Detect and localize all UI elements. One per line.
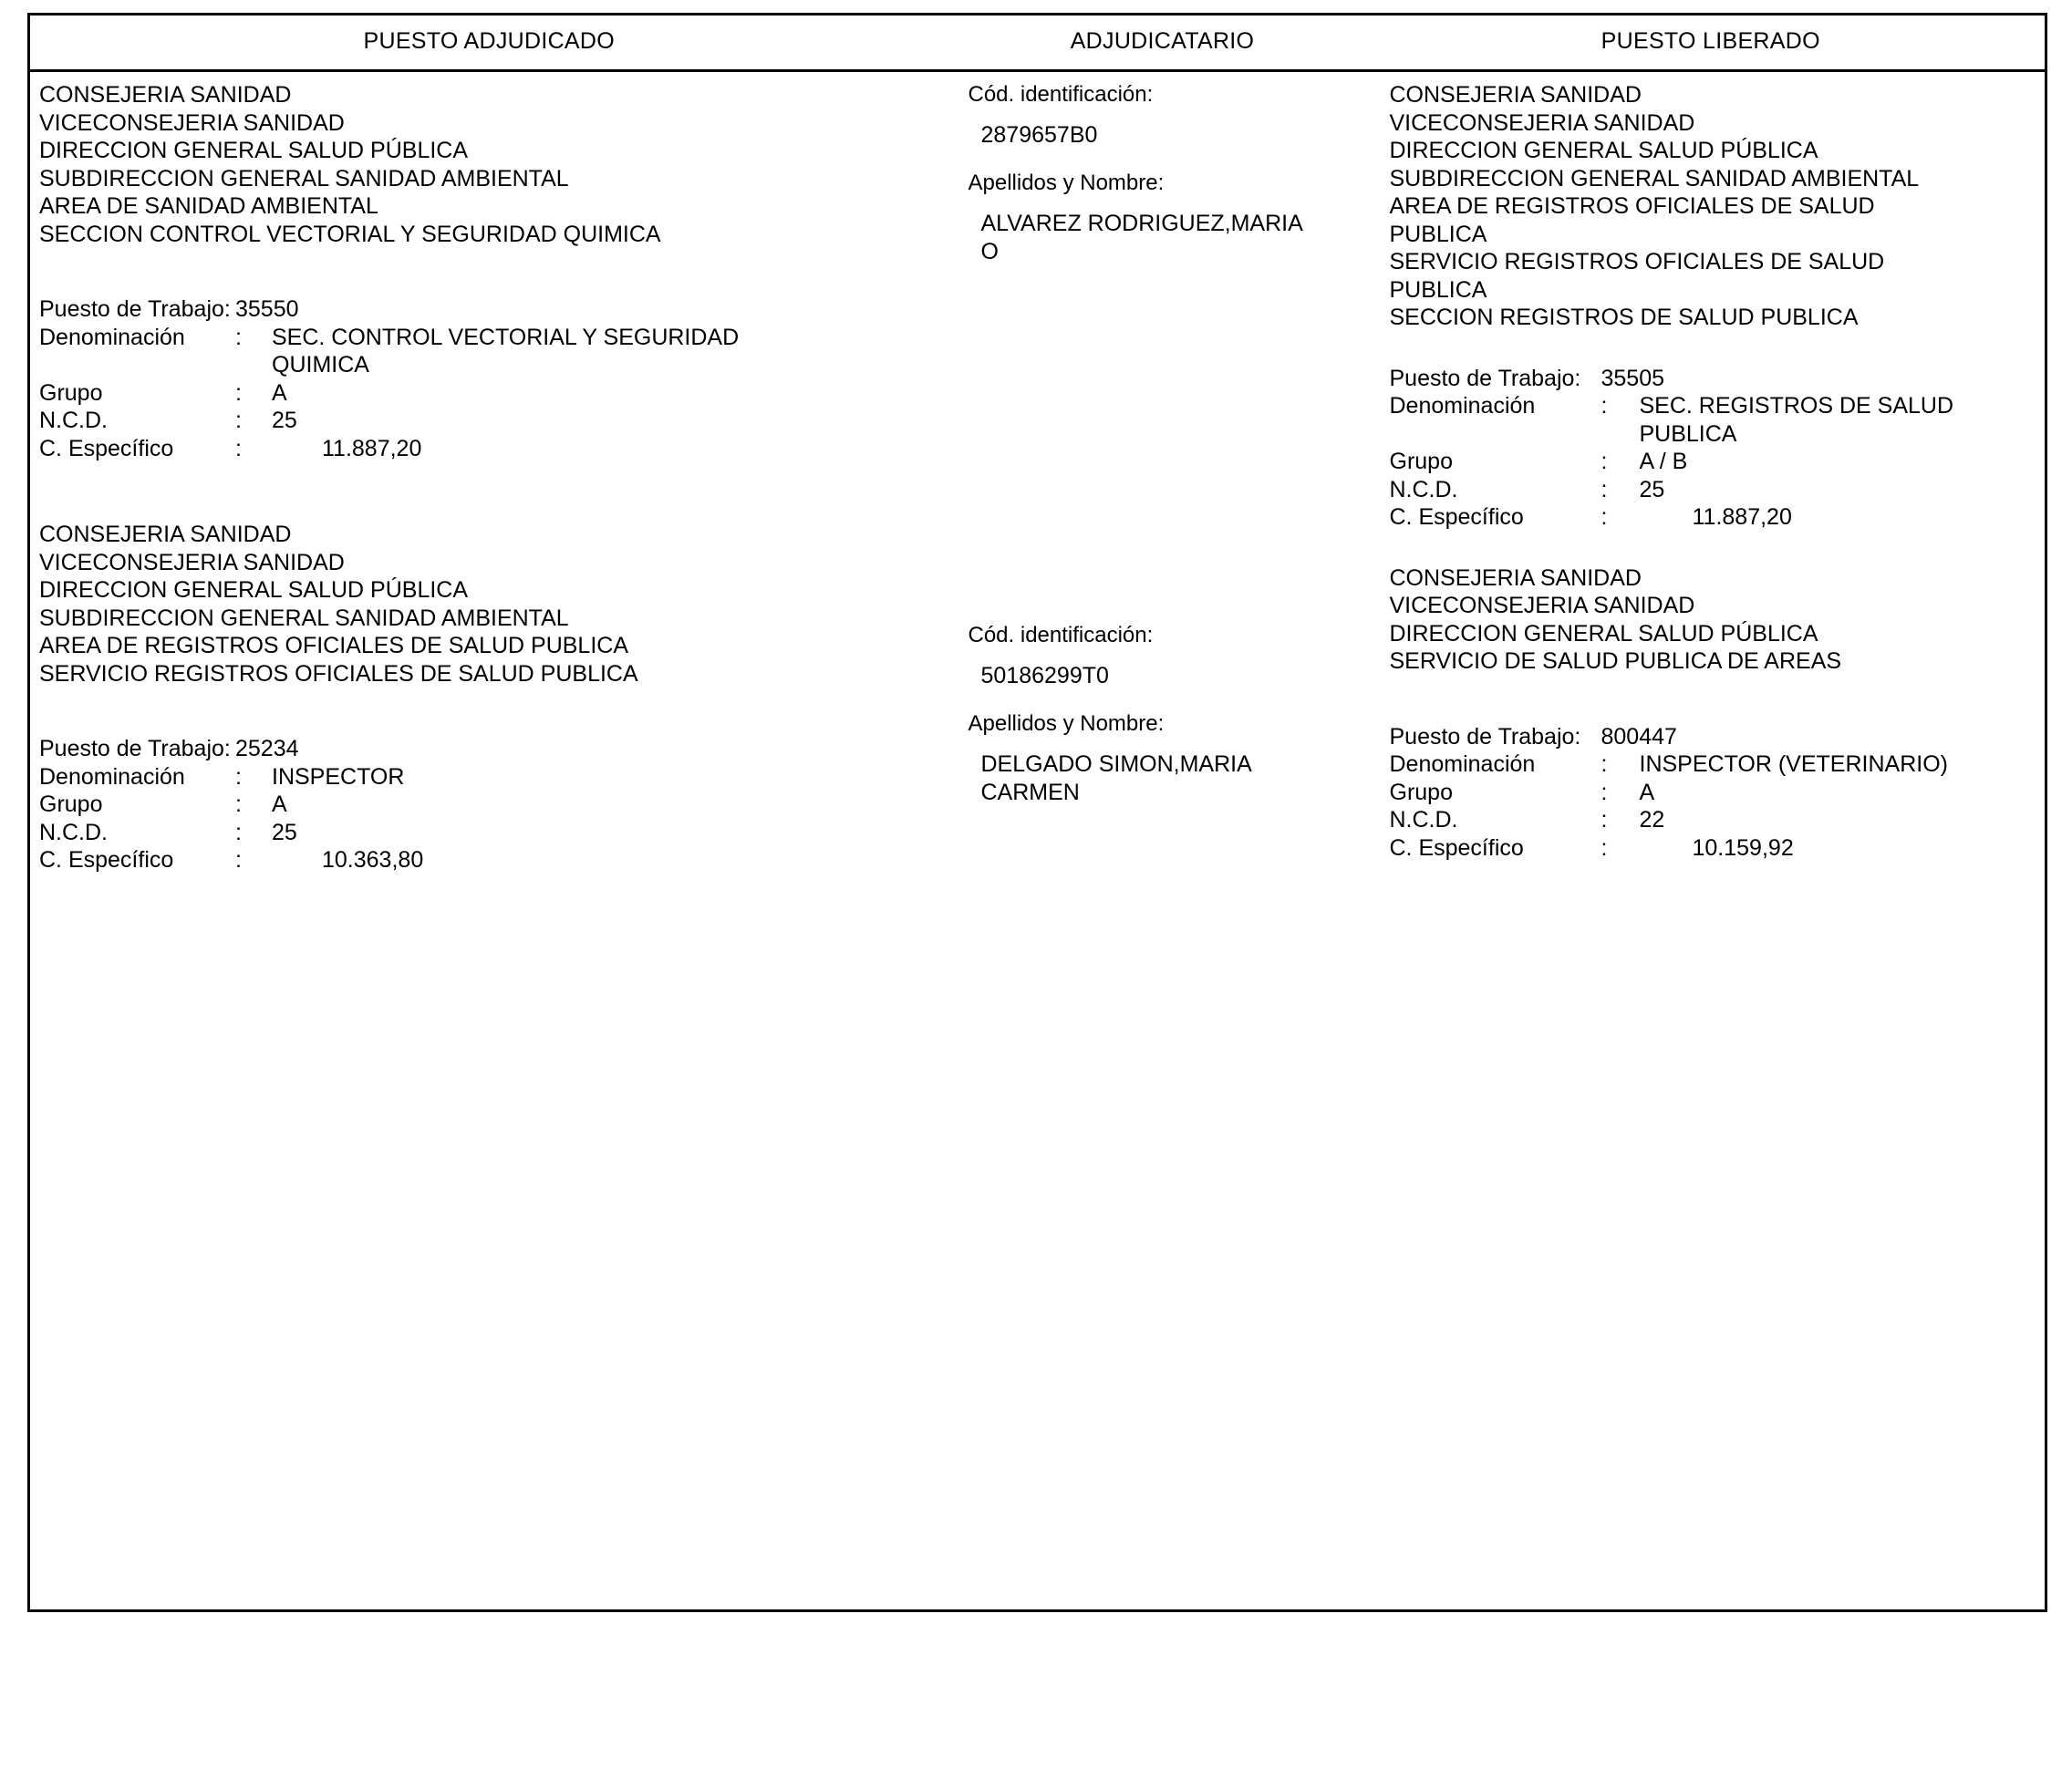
field-value: 11.887,20 (1692, 504, 1792, 530)
field-value: 22 (1639, 807, 1665, 833)
field-label: N.C.D. (39, 408, 108, 433)
value-apellidos-nombre-continued: O (980, 239, 999, 264)
spacer (969, 197, 1370, 210)
field-value: 10.363,80 (322, 847, 424, 873)
org-line: DIRECCION GENERAL SALUD PÚBLICA (39, 138, 469, 163)
field-value: A (272, 791, 287, 817)
org-line: SUBDIRECCION GENERAL SANIDAD AMBIENTAL (39, 165, 569, 191)
field-c-especifico (1390, 503, 2038, 532)
org-line: CONSEJERIA SANIDAD (1389, 82, 1642, 108)
spacer (969, 690, 1370, 710)
field-denominacion-continuation (1390, 420, 2038, 449)
label-apellidos-nombre: Apellidos y Nombre: (968, 171, 1165, 195)
field-ncd (39, 407, 941, 435)
spacer (39, 248, 941, 295)
field-value: 11.887,20 (322, 435, 422, 461)
org-line: CONSEJERIA SANIDAD (1389, 564, 1642, 591)
org-hierarchy-adjudicado-1 (39, 81, 941, 248)
field-label: Grupo (39, 791, 103, 817)
field-label: Denominación (39, 324, 185, 350)
field-label: N.C.D. (1389, 476, 1458, 502)
spacer (969, 266, 1370, 622)
label-apellidos-nombre: Apellidos y Nombre: (968, 711, 1165, 736)
org-line: SUBDIRECCION GENERAL SANIDAD AMBIENTAL (1389, 165, 1920, 191)
org-line: VICECONSEJERIA SANIDAD (39, 549, 345, 575)
field-grupo (1390, 779, 2038, 807)
org-line: DIRECCION GENERAL SALUD PÚBLICA (1389, 138, 1818, 163)
org-line: SERVICIO REGISTROS OFICIALES DE SALUD PUBLICA (39, 660, 638, 687)
field-value: SEC. REGISTROS DE SALUD (1639, 393, 1954, 419)
cell-puesto-adjudicado-1 (29, 71, 948, 1611)
field-c-especifico (1390, 834, 2038, 863)
org-line: AREA DE REGISTROS OFICIALES DE SALUD PUBLICA (39, 633, 629, 658)
field-label: Denominación (1389, 751, 1536, 777)
field-value: 25 (272, 408, 297, 433)
field-ncd (39, 819, 941, 847)
field-label: Puesto de Trabajo: (39, 736, 231, 761)
field-denominacion (1390, 392, 2038, 420)
field-colon: : (235, 379, 242, 406)
field-value: 35550 (235, 296, 299, 322)
org-line: PUBLICA (1389, 276, 1487, 303)
field-value: 25234 (235, 736, 299, 761)
spacer (1390, 332, 2038, 365)
field-colon: : (235, 791, 242, 817)
column-header-adjudicatario: ADJUDICATARIO (948, 15, 1377, 71)
org-hierarchy-adjudicado-2 (39, 521, 941, 688)
field-value: INSPECTOR (272, 763, 405, 790)
field-label: N.C.D. (1389, 807, 1458, 833)
cell-adjudicatario (948, 71, 1377, 1611)
cell-puesto-liberado (1377, 71, 2046, 1611)
table-body (29, 71, 2046, 1611)
value-cod-identificacion: 2879657B0 (980, 122, 1098, 148)
spacer (1390, 532, 2038, 564)
field-value: 25 (272, 819, 297, 845)
field-c-especifico (39, 435, 941, 463)
field-ncd (1390, 476, 2038, 504)
field-colon: : (235, 763, 242, 790)
field-colon: : (1601, 504, 1608, 530)
field-colon: : (235, 435, 242, 461)
field-colon: : (235, 408, 242, 433)
field-value: 25 (1639, 476, 1665, 502)
column-header-puesto-adjudicado: PUESTO ADJUDICADO (29, 15, 948, 71)
field-value: A (1639, 779, 1655, 805)
field-grupo (39, 379, 941, 408)
field-colon: : (1601, 393, 1608, 419)
field-value: SEC. CONTROL VECTORIAL Y SEGURIDAD (272, 324, 740, 350)
spacer (969, 649, 1370, 662)
org-line: VICECONSEJERIA SANIDAD (1389, 109, 1695, 136)
spacer (39, 462, 941, 521)
column-header-puesto-liberado: PUESTO LIBERADO (1377, 15, 2046, 71)
org-line: AREA DE SANIDAD AMBIENTAL (39, 193, 378, 219)
field-colon: : (1601, 779, 1608, 805)
label-cod-identificacion: Cód. identificación: (968, 82, 1154, 107)
field-denominacion (39, 763, 941, 791)
spacer (1390, 420, 1640, 449)
spacer-bottom (1390, 862, 2038, 1609)
field-value: A (272, 379, 287, 406)
field-value: 35505 (1601, 365, 1665, 391)
field-c-especifico (39, 846, 941, 874)
field-label: Denominación (1389, 393, 1536, 419)
org-line: VICECONSEJERIA SANIDAD (39, 109, 345, 136)
field-label: Puesto de Trabajo: (1389, 365, 1581, 391)
field-value-continued: QUIMICA (272, 352, 369, 378)
org-line: SUBDIRECCION GENERAL SANIDAD AMBIENTAL (39, 605, 569, 631)
field-colon: : (1601, 449, 1608, 474)
table-row (29, 71, 2046, 1611)
field-value: A / B (1639, 449, 1688, 474)
adjudication-table (27, 13, 2047, 1612)
field-denominacion-continuation (39, 351, 941, 379)
field-puesto-trabajo (39, 295, 941, 324)
org-line: DIRECCION GENERAL SALUD PÚBLICA (1389, 620, 1818, 647)
org-line: SERVICIO DE SALUD PUBLICA DE AREAS (1389, 648, 1842, 674)
org-line: CONSEJERIA SANIDAD (39, 522, 292, 547)
value-apellidos-nombre-continued: CARMEN (980, 780, 1080, 805)
spacer (969, 150, 1370, 170)
org-hierarchy-liberado-2 (1390, 564, 2038, 676)
field-value: INSPECTOR (VETERINARIO) (1639, 751, 1948, 777)
field-label: Puesto de Trabajo: (1389, 723, 1581, 750)
field-colon: : (1601, 834, 1608, 861)
field-colon: : (1601, 476, 1608, 502)
org-line: PUBLICA (1389, 221, 1487, 247)
field-puesto-trabajo (39, 735, 941, 763)
field-colon: : (1601, 751, 1608, 777)
field-label: Denominación (39, 763, 185, 790)
value-apellidos-nombre: DELGADO SIMON,MARIA (980, 751, 1252, 777)
field-value: 10.159,92 (1692, 834, 1794, 861)
field-value: 800447 (1601, 723, 1677, 750)
org-hierarchy-liberado-1 (1390, 81, 2038, 332)
value-apellidos-nombre: ALVAREZ RODRIGUEZ,MARIA (980, 211, 1303, 236)
org-line: CONSEJERIA SANIDAD (39, 82, 292, 108)
spacer (39, 351, 272, 379)
field-value-continued: PUBLICA (1639, 420, 1737, 447)
spacer (1390, 676, 2038, 723)
spacer (969, 109, 1370, 121)
org-line: SECCION CONTROL VECTORIAL Y SEGURIDAD QUIMICA (39, 221, 661, 247)
field-ncd (1390, 806, 2038, 834)
field-grupo (39, 791, 941, 819)
value-cod-identificacion: 50186299T0 (980, 663, 1109, 688)
field-label: Grupo (1389, 449, 1453, 474)
org-line: SECCION REGISTROS DE SALUD PUBLICA (1389, 305, 1859, 330)
table-header (29, 15, 2046, 71)
table-header-row (29, 15, 2046, 71)
org-line: SERVICIO REGISTROS OFICIALES DE SALUD (1389, 249, 1885, 274)
field-grupo (1390, 448, 2038, 476)
field-label: C. Específico (39, 435, 174, 461)
field-label: Puesto de Trabajo: (39, 296, 231, 322)
spacer (969, 738, 1370, 750)
field-label: Grupo (39, 379, 103, 406)
field-label: C. Específico (39, 847, 174, 873)
spacer (39, 688, 941, 735)
field-puesto-trabajo (1390, 365, 2038, 393)
field-denominacion (1390, 750, 2038, 779)
field-label: Grupo (1389, 779, 1453, 805)
field-label: C. Específico (1389, 504, 1524, 530)
field-colon: : (235, 847, 242, 873)
field-colon: : (235, 324, 242, 350)
field-colon: : (235, 819, 242, 845)
field-colon: : (1601, 807, 1608, 833)
org-line: AREA DE REGISTROS OFICIALES DE SALUD (1389, 193, 1875, 219)
field-label: N.C.D. (39, 819, 108, 845)
field-puesto-trabajo (1390, 723, 2038, 751)
org-line: DIRECCION GENERAL SALUD PÚBLICA (39, 577, 469, 603)
field-label: C. Específico (1389, 834, 1524, 861)
org-line: VICECONSEJERIA SANIDAD (1389, 593, 1695, 618)
label-cod-identificacion: Cód. identificación: (968, 623, 1154, 647)
field-denominacion (39, 324, 941, 352)
